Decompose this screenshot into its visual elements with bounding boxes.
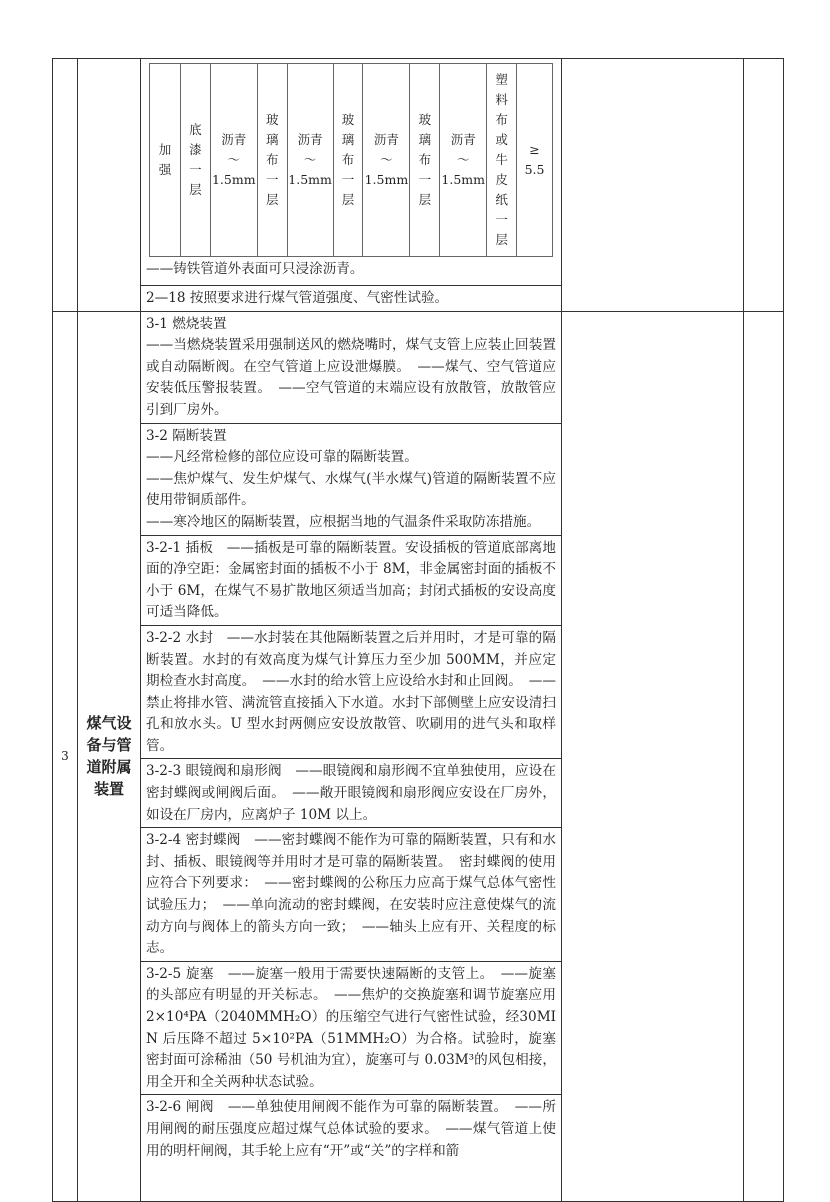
clause-cell [141, 423, 562, 535]
coating-layer-mid: ～ [303, 152, 317, 167]
clause-text: 3-2-5 旋塞 ——旋塞一般用于需要快速隔断的支管上。 ——旋塞的头部应有明显的开关标志。 ——焦炉的交换旋塞和调节旋塞应用 2×10⁴PA（2040MMH₂O）的压缩空气进行气密性试验，经30MIN 后压降不超过 5×10²PA（51MMH₂O）为合格。试验时，旋塞密封面可涂稀油（50 号机油为宜），旋塞可与 0.03M³的风包相接，用全开和全关两种状态试验。 [146, 965, 556, 1090]
clause-text: 3-2-4 密封蝶阀 ——密封蝶阀不能作为可靠的隔断装置，只有和水封、插板、眼镜阀等并用时才是可靠的隔断装置。 密封蝶阀的使用应符合下列要求： ——密封蝶阀的公称压力应高于煤气总体气密性试验压力； ——单向流动的密封蝶阀，在安装时应注意使煤气的流动方向与阀体上的箭头方向一致； ——轴头上应有开、关程度的标志。 [146, 832, 556, 957]
clause-cell [141, 535, 562, 625]
clause-cell [141, 759, 562, 828]
coating-layer-table [149, 63, 553, 257]
clause-table-row [53, 311, 784, 423]
coating-layer-cell [211, 64, 258, 256]
coating-layer-cell [334, 64, 364, 256]
clause-cell [141, 1095, 562, 1202]
clause-row [141, 626, 561, 759]
coating-layer-text: 加强 [158, 142, 172, 177]
coating-layer-cell [410, 64, 440, 256]
coating-layer-cell [517, 64, 552, 256]
clause-text: 3-2 隔断装置 [146, 427, 227, 444]
coating-layer-text [441, 130, 485, 190]
coating-layer-text [288, 130, 332, 190]
item-2-18: 2—18 按照要求进行煤气管道强度、气密性试验。 [146, 290, 449, 306]
clause-text: 3-2-1 插板 ——插板是可靠的隔断装置。安设插板的管道底部离地面的净空距：金属密封面的插板不小于 8M，非金属密封面的插板不小于 6M，在煤气不易扩散地区须适当加高；封闭式插板的安设高度可适当降低。 [146, 539, 556, 621]
section-number: 3 [53, 311, 78, 1202]
coating-layer-mid: ～ [380, 152, 393, 167]
coating-layer-text [365, 130, 409, 190]
section-2-result-cell [562, 59, 744, 312]
clause-row [141, 536, 561, 625]
coating-cell [141, 59, 562, 286]
coating-layer-bottom: 5.5 [524, 162, 545, 177]
clause-text: ——焦炉煤气、发生炉煤气、水煤气(半水煤气)管道的隔断装置不应使用带铜质部件。 [146, 470, 556, 509]
coating-layer-cell [150, 64, 181, 256]
clause-row [141, 962, 561, 1095]
coating-layer-top: ≥ [529, 142, 540, 157]
section-2-number-cell [53, 59, 78, 312]
coating-layer-top: 沥青 [297, 132, 323, 147]
clause-cell [141, 625, 562, 759]
cast-iron-note: ——铸铁管道外表面可只浸涂沥青。 [146, 261, 364, 277]
coating-layer-text: 玻璃布一层 [418, 112, 432, 207]
coating-layer-cell [258, 64, 288, 256]
clause-text: 3-2-2 水封 ——水封装在其他隔断装置之后并用时，才是可靠的隔断装置。水封的有效高度为煤气计算压力至少加 500MM，并应定期检查水封高度。 ——水封的给水管上应设给水封和止回阀。 ——禁止将排水管、满流管直接插入下水道。水封下部侧壁上应安设清扫孔和放水头。U 型水封两侧应安设放散管、吹刷用的进气头和取样管。 [146, 629, 556, 754]
coating-layer-top: 沥青 [221, 132, 247, 147]
clause-cell [141, 828, 562, 962]
coating-layer-text [212, 130, 256, 190]
clause-row [141, 424, 561, 535]
clause-text: ——凡经常检修的部位应设可靠的隔断装置。 [146, 449, 418, 466]
coating-layer-cell [440, 64, 487, 256]
section-2-row [53, 59, 784, 286]
coating-layer-top: 沥青 [450, 132, 476, 147]
clause-cell [141, 961, 562, 1095]
coating-layer-text: 玻璃布一层 [341, 112, 355, 207]
coating-layer-cell [181, 64, 211, 256]
clause-row [141, 312, 561, 423]
section-2-category-cell [78, 59, 141, 312]
coating-layer-mid: ～ [456, 152, 470, 167]
clause-row [141, 1095, 561, 1163]
coating-layer-text: 玻璃布一层 [265, 112, 279, 207]
section-3-remark-cell [744, 311, 784, 1202]
clause-text: 3-2-3 眼镜阀和扇形阀 ——眼镜阀和扇形阀不宜单独使用，应设在密封蝶阀或闸阀后面。 ——敞开眼镜阀和扇形阀应安设在厂房外，如设在厂房内，应离炉子 10M 以上。 [146, 763, 556, 823]
clause-text: ——寒冷地区的隔断装置，应根据当地的气温条件采取防冻措施。 [146, 513, 541, 530]
coating-layer-cell [487, 64, 517, 256]
coating-layer-mid: ～ [227, 152, 241, 167]
clause-row [141, 828, 561, 961]
coating-layer-text [525, 140, 545, 180]
coating-layer-top: 沥青 [373, 132, 399, 147]
section-category: 煤气设备与管道附属装置 [78, 311, 141, 1202]
coating-layer-text: 底漆一层 [189, 122, 202, 197]
coating-layer-bottom: 1.5mm [364, 172, 409, 187]
coating-layer-cell [288, 64, 334, 256]
coating-layer-text: 塑料布或牛皮纸一层 [495, 72, 508, 247]
clause-text: 3-2-6 闸阀 ——单独使用闸阀不能作为可靠的隔断装置。 ——所用闸阀的耐压强度应超过煤气总体试验的要求。 ——煤气管道上使用的明杆闸阀，其手轮上应有“开”或“关”的字样和箭 [146, 1099, 556, 1159]
inspection-table [52, 58, 784, 1202]
coating-layer-bottom: 1.5mm [288, 172, 332, 187]
section-3-result-cell [562, 311, 744, 1202]
coating-layer-bottom: 1.5mm [211, 172, 256, 187]
clause-text: 3-1 燃烧装置 [146, 315, 227, 332]
coating-layer-cell [363, 64, 410, 256]
clause-text: ——当燃烧装置采用强制送风的燃烧嘴时，煤气支管上应装止回装置或自动隔断阀。在空气管道上应设泄爆膜。 ——煤气、空气管道应安装低压警报装置。 ——空气管道的末端应设有放散管，放散管应引到厂房外。 [146, 337, 556, 418]
section-2-remark-cell [744, 59, 784, 312]
clause-row [141, 759, 561, 827]
coating-layer-bottom: 1.5mm [441, 172, 486, 187]
clause-cell [141, 311, 562, 423]
